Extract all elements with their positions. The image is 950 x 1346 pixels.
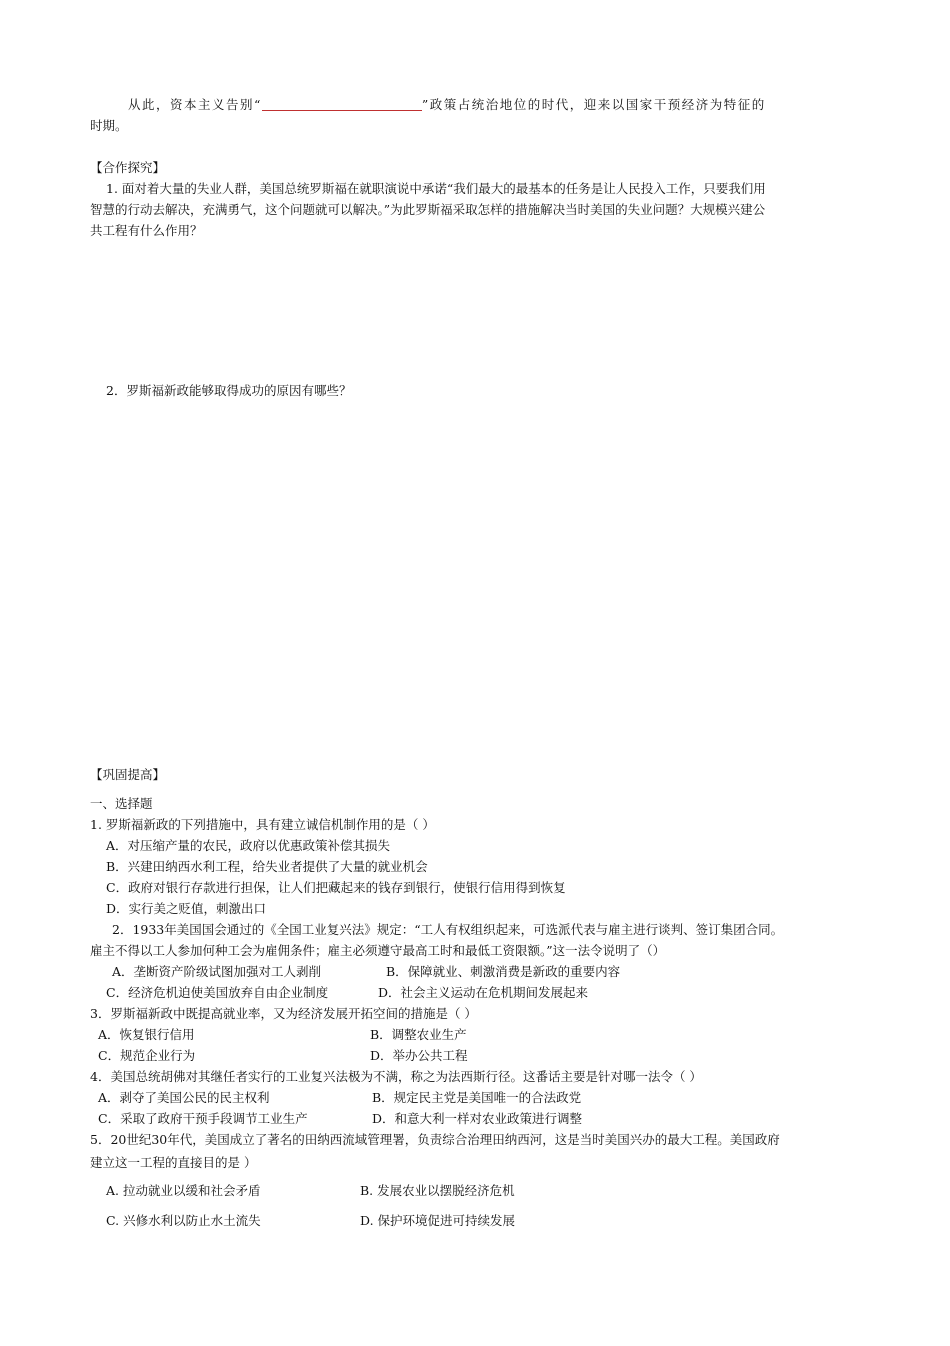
q2-option-a[interactable]: A．垄断资产阶级试图加强对工人剥削: [112, 964, 322, 979]
q5-continued: [90, 1152, 860, 1173]
q3-stem: 3．罗斯福新政中既提高就业率，又为经济发展开拓空间的措施是（ ）: [90, 1006, 477, 1021]
q5-stem-line-2: 建立这一工程的直接目的是 ）: [90, 1155, 257, 1170]
q1-stem: 1. 罗斯福新政的下列措施中，具有建立诚信机制作用的是（ ）: [90, 817, 435, 832]
section-title: 一、选择题: [90, 796, 153, 811]
q5-options: [90, 1180, 860, 1240]
q5-option-a[interactable]: A. 拉动就业以缓和社会矛盾: [106, 1183, 261, 1198]
q4-stem: 4．美国总统胡佛对其继任者实行的工业复兴法极为不满，称之为法西斯行径。这番话主要是针对哪一法令（ ）: [90, 1069, 702, 1084]
q2-option-d[interactable]: D．社会主义运动在危机期间发展起来: [378, 985, 589, 1000]
q5-stem-line-1: 5．20世纪30年代，美国成立了著名的田纳西流域管理署，负责综合治理田纳西河，这是当时美国兴办的最大工程。美国政府: [90, 1132, 780, 1147]
cooperation-heading: 【合作探究】: [90, 160, 166, 175]
intro-line-1: [90, 94, 860, 115]
q2-stem-line-1: 2．1933年美国国会通过的《全国工业复兴法》规定：“工人有权组织起来，可选派代表与雇主进行谈判、签订集团合同。: [112, 922, 784, 937]
q4-option-d[interactable]: D．和意大利一样对农业政策进行调整: [372, 1111, 583, 1126]
cooperation-q2-text: 2．罗斯福新政能够取得成功的原因有哪些？: [106, 383, 352, 398]
q1-option-c[interactable]: C．政府对银行存款进行担保，让人们把藏起来的钱存到银行，使银行信用得到恢复: [106, 880, 566, 895]
q5-option-c[interactable]: C. 兴修水利以防止水土流失: [106, 1213, 261, 1228]
q2-options-row-2: [90, 982, 860, 1003]
q4-options-row-2: [90, 1108, 860, 1129]
consolidate-heading: 【巩固提高】: [90, 767, 166, 782]
q1-option-a[interactable]: A．对压缩产量的农民，政府以优惠政策补偿其损失: [106, 838, 391, 853]
cooperation-q1-line-1: 1. 面对着大量的失业人群，美国总统罗斯福在就职演说中承诺“我们最大的最基本的任务是让人民投入工作，只要我们用: [106, 181, 766, 196]
consolidate-section: [90, 764, 860, 1150]
q3-options-row-1: [90, 1024, 860, 1045]
q3-option-c[interactable]: C．规范企业行为: [98, 1048, 196, 1063]
q4-options-row-1: [90, 1087, 860, 1108]
q4-option-a[interactable]: A．剥夺了美国公民的民主权利: [98, 1090, 270, 1105]
intro-paragraph: [90, 94, 860, 136]
cooperation-q1-line-2: 智慧的行动去解决，充满勇气，这个问题就可以解决。”为此罗斯福采取怎样的措施解决当时美国的失业问题？大规模兴建公: [90, 202, 766, 217]
intro-text-before: 从此，资本主义告别“: [128, 97, 262, 112]
q2-stem-line-2: 雇主不得以工人参加何种工会为雇佣条件；雇主必须遵守最高工时和最低工资限额。”这一法令说明了（）: [90, 943, 666, 958]
q4-option-c[interactable]: C．采取了政府干预手段调节工业生产: [98, 1111, 308, 1126]
cooperation-q1-line-3: 共工程有什么作用？: [90, 223, 203, 238]
q3-option-d[interactable]: D．举办公共工程: [370, 1048, 468, 1063]
q1-option-b[interactable]: B．兴建田纳西水利工程，给失业者提供了大量的就业机会: [106, 859, 428, 874]
cooperation-section: [90, 157, 860, 241]
q5-option-b[interactable]: B. 发展农业以摆脱经济危机: [360, 1183, 515, 1198]
fill-in-blank[interactable]: [262, 96, 422, 111]
intro-line-2: 时期。: [90, 118, 128, 133]
q2-option-c[interactable]: C．经济危机迫使美国放弃自由企业制度: [106, 985, 329, 1000]
q2-options-row-1: [90, 961, 860, 982]
q1-option-d[interactable]: D．实行美之贬值，刺激出口: [106, 901, 267, 916]
q5-option-d[interactable]: D. 保护环境促进可持续发展: [360, 1213, 516, 1228]
cooperation-q2: [106, 380, 876, 401]
q3-options-row-2: [90, 1045, 860, 1066]
q2-option-b[interactable]: B．保障就业、刺激消费是新政的重要内容: [386, 964, 621, 979]
q3-option-a[interactable]: A．恢复银行信用: [98, 1027, 195, 1042]
intro-text-after: ”政策占统治地位的时代，迎来以国家干预经济为特征的: [421, 97, 766, 112]
q3-option-b[interactable]: B．调整农业生产: [370, 1027, 467, 1042]
q4-option-b[interactable]: B．规定民主党是美国唯一的合法政党: [372, 1090, 582, 1105]
